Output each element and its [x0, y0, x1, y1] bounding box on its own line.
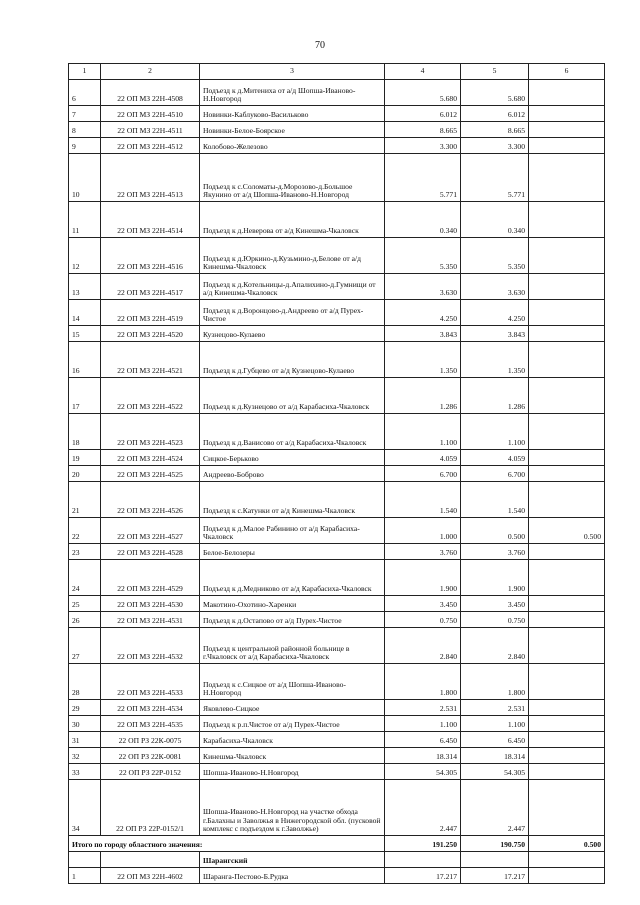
value-col5: 4.250: [461, 300, 529, 326]
roads-table: [68, 63, 605, 884]
row-number: 18: [69, 414, 101, 450]
road-name: Кузнецово-Кулаево: [200, 326, 385, 342]
value-col4: 1.286: [385, 378, 461, 414]
road-code: 22 ОП МЗ 22Н-4513: [101, 154, 200, 202]
road-name: Кинешма-Чкаловск: [200, 748, 385, 764]
header-cell: 1: [69, 64, 101, 80]
value-col5: 6.012: [461, 106, 529, 122]
road-name: Яковлево-Сицкое: [200, 700, 385, 716]
table-row: [69, 518, 605, 544]
road-name: Подъезд к с.Сицкое от а/д Шопша-Иваново-Н.Новгород: [200, 664, 385, 700]
value-col4: 0.750: [385, 612, 461, 628]
header-cell: 5: [461, 64, 529, 80]
row-number: 34: [69, 780, 101, 836]
table-row: [69, 544, 605, 560]
road-name: Подъезд к д.Юркино-д.Кузьмино-д.Белове от а/д Кинешма-Чкаловск: [200, 238, 385, 274]
table-row: [69, 342, 605, 378]
road-name: Белое-Белозеры: [200, 544, 385, 560]
header-cell: 4: [385, 64, 461, 80]
header-row: [69, 64, 605, 80]
value-col4: 2.840: [385, 628, 461, 664]
road-code: 22 ОП РЗ 22К-0081: [101, 748, 200, 764]
table-row: [69, 560, 605, 596]
value-col5: 0.340: [461, 202, 529, 238]
value-col4: 18.314: [385, 748, 461, 764]
road-code: 22 ОП МЗ 22Н-4521: [101, 342, 200, 378]
table-row: [69, 868, 605, 884]
road-name: Подъезд к д.Воронцово-д.Андреево от а/д Пурех-Чистое: [200, 300, 385, 326]
road-code: 22 ОП РЗ 22Р-0152: [101, 764, 200, 780]
road-code: 22 ОП МЗ 22Н-4510: [101, 106, 200, 122]
row-number: 30: [69, 716, 101, 732]
total-col5: 190.750: [461, 836, 529, 852]
header-cell: 2: [101, 64, 200, 80]
row-number: 19: [69, 450, 101, 466]
value-col4: 3.300: [385, 138, 461, 154]
value-col6: [529, 300, 605, 326]
value-col5: 5.680: [461, 80, 529, 106]
road-code: 22 ОП МЗ 22Н-4512: [101, 138, 200, 154]
value-col6: [529, 732, 605, 748]
value-col4: 1.100: [385, 414, 461, 450]
value-col5: 54.305: [461, 764, 529, 780]
table-row: [69, 732, 605, 748]
row-number: 20: [69, 466, 101, 482]
value-col6: [529, 274, 605, 300]
road-name: Новинки-Каблуково-Васильково: [200, 106, 385, 122]
table-row: [69, 378, 605, 414]
road-name: Колобово-Железово: [200, 138, 385, 154]
value-col6: [529, 106, 605, 122]
value-col6: [529, 342, 605, 378]
road-code: 22 ОП МЗ 22Н-4516: [101, 238, 200, 274]
road-code: 22 ОП РЗ 22К-0075: [101, 732, 200, 748]
road-name: Подъезд к д.Медниково от а/д Карабасиха-Чкаловск: [200, 560, 385, 596]
road-name: Подъезд к д.Остапово от а/д Пурех-Чистое: [200, 612, 385, 628]
road-name: Подъезд к д.Митениха от а/д Шопша-Иваново-Н.Новгород: [200, 80, 385, 106]
row-number: 26: [69, 612, 101, 628]
value-col4: 3.760: [385, 544, 461, 560]
value-col6: [529, 868, 605, 884]
value-col4: 1.000: [385, 518, 461, 544]
row-number: 8: [69, 122, 101, 138]
value-col5: 3.760: [461, 544, 529, 560]
empty-cell: [101, 852, 200, 868]
road-name: Подъезд к д.Губцево от а/д Кузнецово-Кулаево: [200, 342, 385, 378]
value-col5: 5.771: [461, 154, 529, 202]
road-code: 22 ОП МЗ 22Н-4514: [101, 202, 200, 238]
empty-cell: [69, 852, 101, 868]
value-col4: 1.900: [385, 560, 461, 596]
table-row: [69, 414, 605, 450]
row-number: 25: [69, 596, 101, 612]
total-col6: 0.500: [529, 836, 605, 852]
value-col5: 1.286: [461, 378, 529, 414]
road-name: Шаранга-Пестово-Б.Рудка: [200, 868, 385, 884]
table-row: [69, 202, 605, 238]
value-col5: 1.800: [461, 664, 529, 700]
road-code: 22 ОП МЗ 22Н-4526: [101, 482, 200, 518]
row-number: 29: [69, 700, 101, 716]
header-cell: 6: [529, 64, 605, 80]
row-number: 22: [69, 518, 101, 544]
total-row: [69, 836, 605, 852]
row-number: 11: [69, 202, 101, 238]
table-row: [69, 154, 605, 202]
value-col6: [529, 716, 605, 732]
value-col5: 3.843: [461, 326, 529, 342]
row-number: 21: [69, 482, 101, 518]
value-col5: 6.450: [461, 732, 529, 748]
empty-cell: [529, 852, 605, 868]
road-code: 22 ОП МЗ 22Н-4508: [101, 80, 200, 106]
value-col4: 1.540: [385, 482, 461, 518]
row-number: 23: [69, 544, 101, 560]
value-col4: 4.250: [385, 300, 461, 326]
table-row: [69, 628, 605, 664]
value-col5: 2.840: [461, 628, 529, 664]
table-row: [69, 664, 605, 700]
value-col6: [529, 664, 605, 700]
value-col6: [529, 450, 605, 466]
section-row: [69, 852, 605, 868]
road-name: Подъезд к д.Кузнецово от а/д Карабасиха-Чкаловск: [200, 378, 385, 414]
road-code: 22 ОП МЗ 22Н-4529: [101, 560, 200, 596]
road-code: 22 ОП МЗ 22Н-4519: [101, 300, 200, 326]
row-number: 28: [69, 664, 101, 700]
value-col5: 1.100: [461, 716, 529, 732]
value-col5: 4.059: [461, 450, 529, 466]
section-title: Шарангский: [200, 852, 385, 868]
table-row: [69, 716, 605, 732]
value-col4: 1.100: [385, 716, 461, 732]
row-number: 1: [69, 868, 101, 884]
value-col6: [529, 764, 605, 780]
road-name: Подъезд к с.Катунки от а/д Кинешма-Чкаловск: [200, 482, 385, 518]
table-row: [69, 780, 605, 836]
value-col4: 1.350: [385, 342, 461, 378]
value-col5: 2.447: [461, 780, 529, 836]
value-col5: 3.300: [461, 138, 529, 154]
empty-cell: [461, 852, 529, 868]
value-col6: [529, 378, 605, 414]
road-name: Сицкое-Берьково: [200, 450, 385, 466]
value-col4: 8.665: [385, 122, 461, 138]
road-code: 22 ОП МЗ 22Н-4528: [101, 544, 200, 560]
table-row: [69, 764, 605, 780]
value-col6: [529, 326, 605, 342]
road-name: Шопша-Иваново-Н.Новгород: [200, 764, 385, 780]
value-col5: 6.700: [461, 466, 529, 482]
value-col5: 3.450: [461, 596, 529, 612]
value-col4: 4.059: [385, 450, 461, 466]
road-code: 22 ОП МЗ 22Н-4533: [101, 664, 200, 700]
value-col6: [529, 466, 605, 482]
row-number: 27: [69, 628, 101, 664]
value-col4: 6.450: [385, 732, 461, 748]
value-col4: 2.531: [385, 700, 461, 716]
road-code: 22 ОП МЗ 22Н-4524: [101, 450, 200, 466]
value-col6: [529, 138, 605, 154]
value-col5: 1.100: [461, 414, 529, 450]
value-col6: [529, 414, 605, 450]
value-col6: [529, 596, 605, 612]
empty-cell: [385, 852, 461, 868]
row-number: 9: [69, 138, 101, 154]
road-code: 22 ОП МЗ 22Н-4531: [101, 612, 200, 628]
road-name: Андреево-Боброво: [200, 466, 385, 482]
table-row: [69, 612, 605, 628]
value-col4: 6.700: [385, 466, 461, 482]
value-col4: 0.340: [385, 202, 461, 238]
table-row: [69, 138, 605, 154]
value-col6: 0.500: [529, 518, 605, 544]
road-code: 22 ОП МЗ 22Н-4530: [101, 596, 200, 612]
value-col6: [529, 748, 605, 764]
road-name: Подъезд к д.Малое Рабинино от а/д Карабасиха-Чкаловск: [200, 518, 385, 544]
total-label: Итого по городу областного значения:: [69, 836, 385, 852]
value-col4: 1.800: [385, 664, 461, 700]
table-row: [69, 106, 605, 122]
table-row: [69, 748, 605, 764]
road-code: 22 ОП МЗ 22Н-4522: [101, 378, 200, 414]
value-col5: 2.531: [461, 700, 529, 716]
road-name: Подъезд к д.Неверова от а/д Кинешма-Чкаловск: [200, 202, 385, 238]
road-code: 22 ОП МЗ 22Н-4602: [101, 868, 200, 884]
row-number: 33: [69, 764, 101, 780]
table-row: [69, 238, 605, 274]
road-code: 22 ОП РЗ 22Р-0152/1: [101, 780, 200, 836]
value-col4: 54.305: [385, 764, 461, 780]
value-col6: [529, 154, 605, 202]
value-col6: [529, 482, 605, 518]
value-col6: [529, 560, 605, 596]
value-col4: 3.450: [385, 596, 461, 612]
road-code: 22 ОП МЗ 22Н-4525: [101, 466, 200, 482]
value-col5: 0.750: [461, 612, 529, 628]
value-col5: 5.350: [461, 238, 529, 274]
road-code: 22 ОП МЗ 22Н-4535: [101, 716, 200, 732]
value-col5: 18.314: [461, 748, 529, 764]
road-code: 22 ОП МЗ 22Н-4523: [101, 414, 200, 450]
value-col6: [529, 202, 605, 238]
row-number: 15: [69, 326, 101, 342]
value-col4: 17.217: [385, 868, 461, 884]
row-number: 32: [69, 748, 101, 764]
table-row: [69, 80, 605, 106]
value-col5: 8.665: [461, 122, 529, 138]
row-number: 7: [69, 106, 101, 122]
value-col5: 1.900: [461, 560, 529, 596]
value-col6: [529, 122, 605, 138]
row-number: 16: [69, 342, 101, 378]
value-col6: [529, 628, 605, 664]
table-row: [69, 466, 605, 482]
row-number: 14: [69, 300, 101, 326]
row-number: 13: [69, 274, 101, 300]
table-row: [69, 274, 605, 300]
road-code: 22 ОП МЗ 22Н-4517: [101, 274, 200, 300]
row-number: 24: [69, 560, 101, 596]
value-col6: [529, 780, 605, 836]
value-col6: [529, 80, 605, 106]
table-row: [69, 596, 605, 612]
value-col6: [529, 544, 605, 560]
road-code: 22 ОП МЗ 22Н-4520: [101, 326, 200, 342]
value-col4: 5.350: [385, 238, 461, 274]
header-cell: 3: [200, 64, 385, 80]
road-name: Подъезд к д.Ванисово от а/д Карабасиха-Чкаловск: [200, 414, 385, 450]
value-col5: 0.500: [461, 518, 529, 544]
page-number: 70: [315, 40, 325, 51]
table-row: [69, 326, 605, 342]
road-name: Макотино-Охотино-Харенки: [200, 596, 385, 612]
road-name: Шопша-Иваново-Н.Новгород на участке обхода г.Балахны и Заволжья в Нижегородской обл. (пусковой комплекс с подъездом к г.Заволжье): [200, 780, 385, 836]
road-name: Подъезд к с.Соломаты-д.Морозово-д.Большое Якунино от а/д Шопша-Иваново-Н.Новгород: [200, 154, 385, 202]
road-code: 22 ОП МЗ 22Н-4527: [101, 518, 200, 544]
road-name: Карабасиха-Чкаловск: [200, 732, 385, 748]
row-number: 17: [69, 378, 101, 414]
value-col5: 3.630: [461, 274, 529, 300]
road-code: 22 ОП МЗ 22Н-4532: [101, 628, 200, 664]
value-col6: [529, 700, 605, 716]
table-row: [69, 700, 605, 716]
value-col5: 17.217: [461, 868, 529, 884]
road-name: Подъезд к центральной районной больнице в г.Чкаловск от а/д Карабасиха-Чкаловск: [200, 628, 385, 664]
value-col4: 3.630: [385, 274, 461, 300]
value-col5: 1.350: [461, 342, 529, 378]
value-col4: 5.680: [385, 80, 461, 106]
row-number: 31: [69, 732, 101, 748]
table-row: [69, 122, 605, 138]
road-name: Подъезд к д.Котельницы-д.Апалихино-д.Гумнищи от а/д Кинешма-Чкаловск: [200, 274, 385, 300]
row-number: 6: [69, 80, 101, 106]
road-name: Новинки-Белое-Боярское: [200, 122, 385, 138]
row-number: 10: [69, 154, 101, 202]
value-col5: 1.540: [461, 482, 529, 518]
road-code: 22 ОП МЗ 22Н-4511: [101, 122, 200, 138]
value-col4: 6.012: [385, 106, 461, 122]
value-col4: 5.771: [385, 154, 461, 202]
table-row: [69, 450, 605, 466]
table-row: [69, 482, 605, 518]
value-col4: 2.447: [385, 780, 461, 836]
road-name: Подъезд к р.п.Чистое от а/д Пурех-Чистое: [200, 716, 385, 732]
row-number: 12: [69, 238, 101, 274]
value-col6: [529, 612, 605, 628]
table-row: [69, 300, 605, 326]
value-col6: [529, 238, 605, 274]
total-col4: 191.250: [385, 836, 461, 852]
value-col4: 3.843: [385, 326, 461, 342]
road-code: 22 ОП МЗ 22Н-4534: [101, 700, 200, 716]
